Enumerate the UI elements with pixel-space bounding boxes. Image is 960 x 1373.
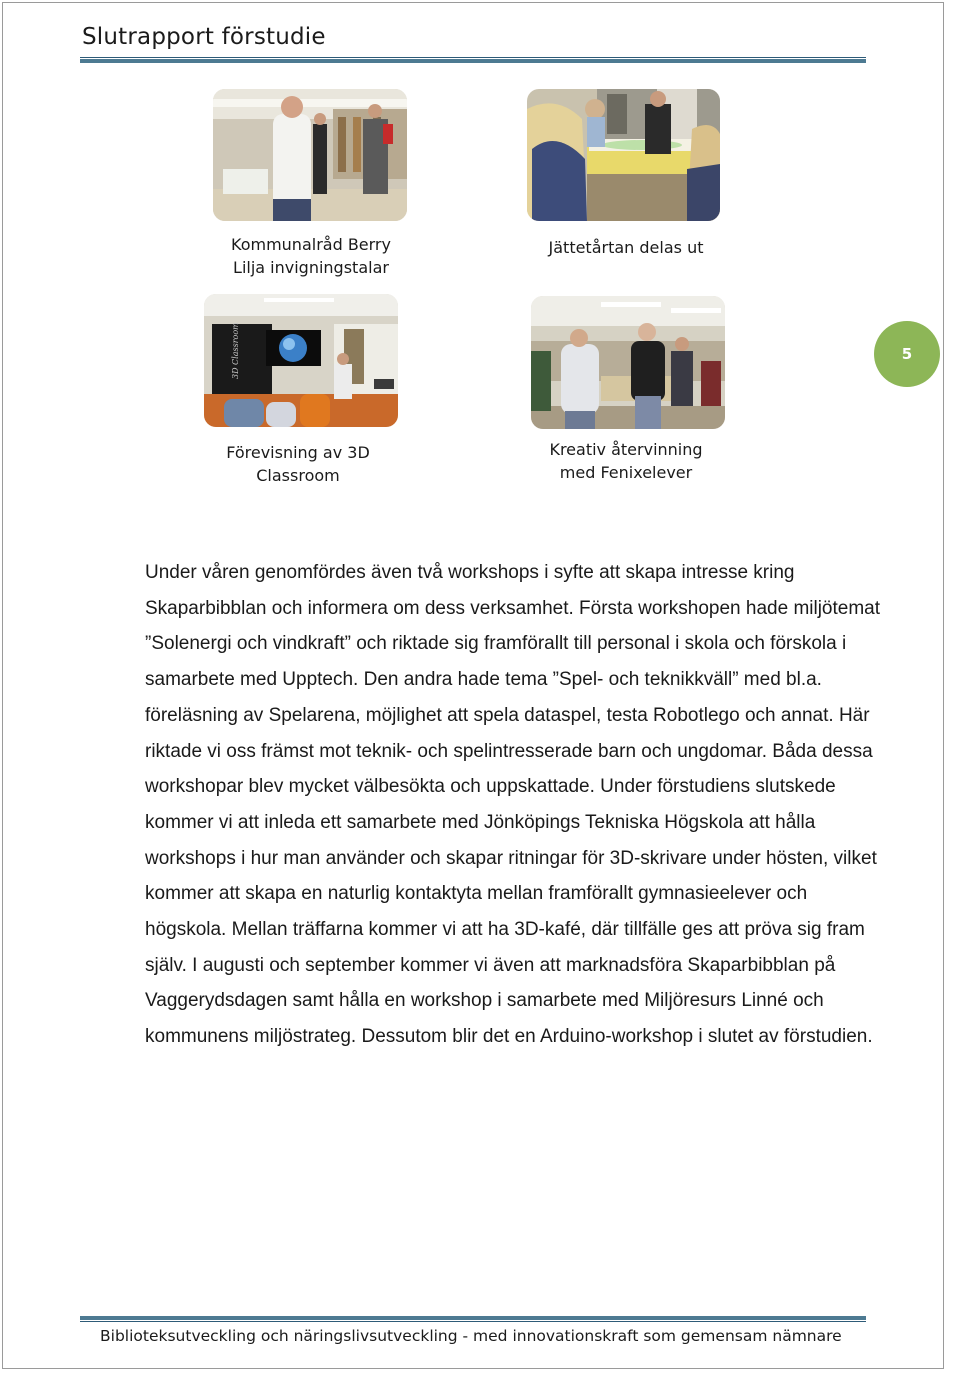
photo-creative-recycling (531, 296, 725, 429)
photo-inauguration-speech (213, 89, 407, 221)
photo-caption: Förevisning av 3D Classroom (226, 443, 370, 485)
photo-3d-classroom (204, 294, 398, 427)
body-paragraph: Under våren genomfördes även två workshops i syfte att skapa intresse kring Skaparbibblan och informera om dess verksamhet. Första workshopen hade miljötemat ”Solenergi och vindkraft” och riktade sig framförallt till personal i skola och förskola i samarbete med Upptech. Den andra hade tema ”Spel- och teknikkväll” med bl.a. föreläsning av Spelarena, möjlighet att spela dataspel, testa Robotlego och annat. Här riktade vi oss främst mot teknik- och spelintresserade barn och ungdomar. Båda dessa workshopar blev mycket välbesökta och uppskattade. Under förstudiens slutskede kommer vi att inleda ett samarbete med Jönköpings Tekniska Högskola att hålla workshops i hur man använder och skapar ritningar för 3D-skrivare under hösten, vilket kommer att skapa en naturlig kontaktyta mellan framförallt gymnasieelever och högskola. Mellan träffarna kommer vi att ha 3D-kafé, där tillfälle ges att pröva sig fram själv. I augusti och september kommer vi även att marknadsföra Skaparbibblan på Vaggerydsdagen samt hålla en workshop i samarbete med Miljöresurs Linné och kommunens miljöstrateg. Dessutom blir det en Arduino-workshop i slutet av förstudien. (145, 562, 881, 1048)
photo-caption: Kommunalråd Berry Lilja invigningstalar (231, 235, 391, 277)
page-number-badge: 5 (874, 321, 940, 387)
photo-caption: Jättetårtan delas ut (548, 238, 704, 257)
photo-giant-cake (527, 89, 720, 221)
header-title: Slutrapport förstudie (82, 24, 326, 50)
footer-rule (80, 1316, 866, 1322)
screen-label: 3D Classroom (231, 322, 240, 379)
footer-text: Biblioteksutveckling och näringslivsutveckling - med innovationskraft som gemensam nämnare (100, 1327, 842, 1345)
photo-caption: Kreativ återvinning med Fenixelever (549, 440, 703, 482)
header-rule (80, 57, 866, 63)
